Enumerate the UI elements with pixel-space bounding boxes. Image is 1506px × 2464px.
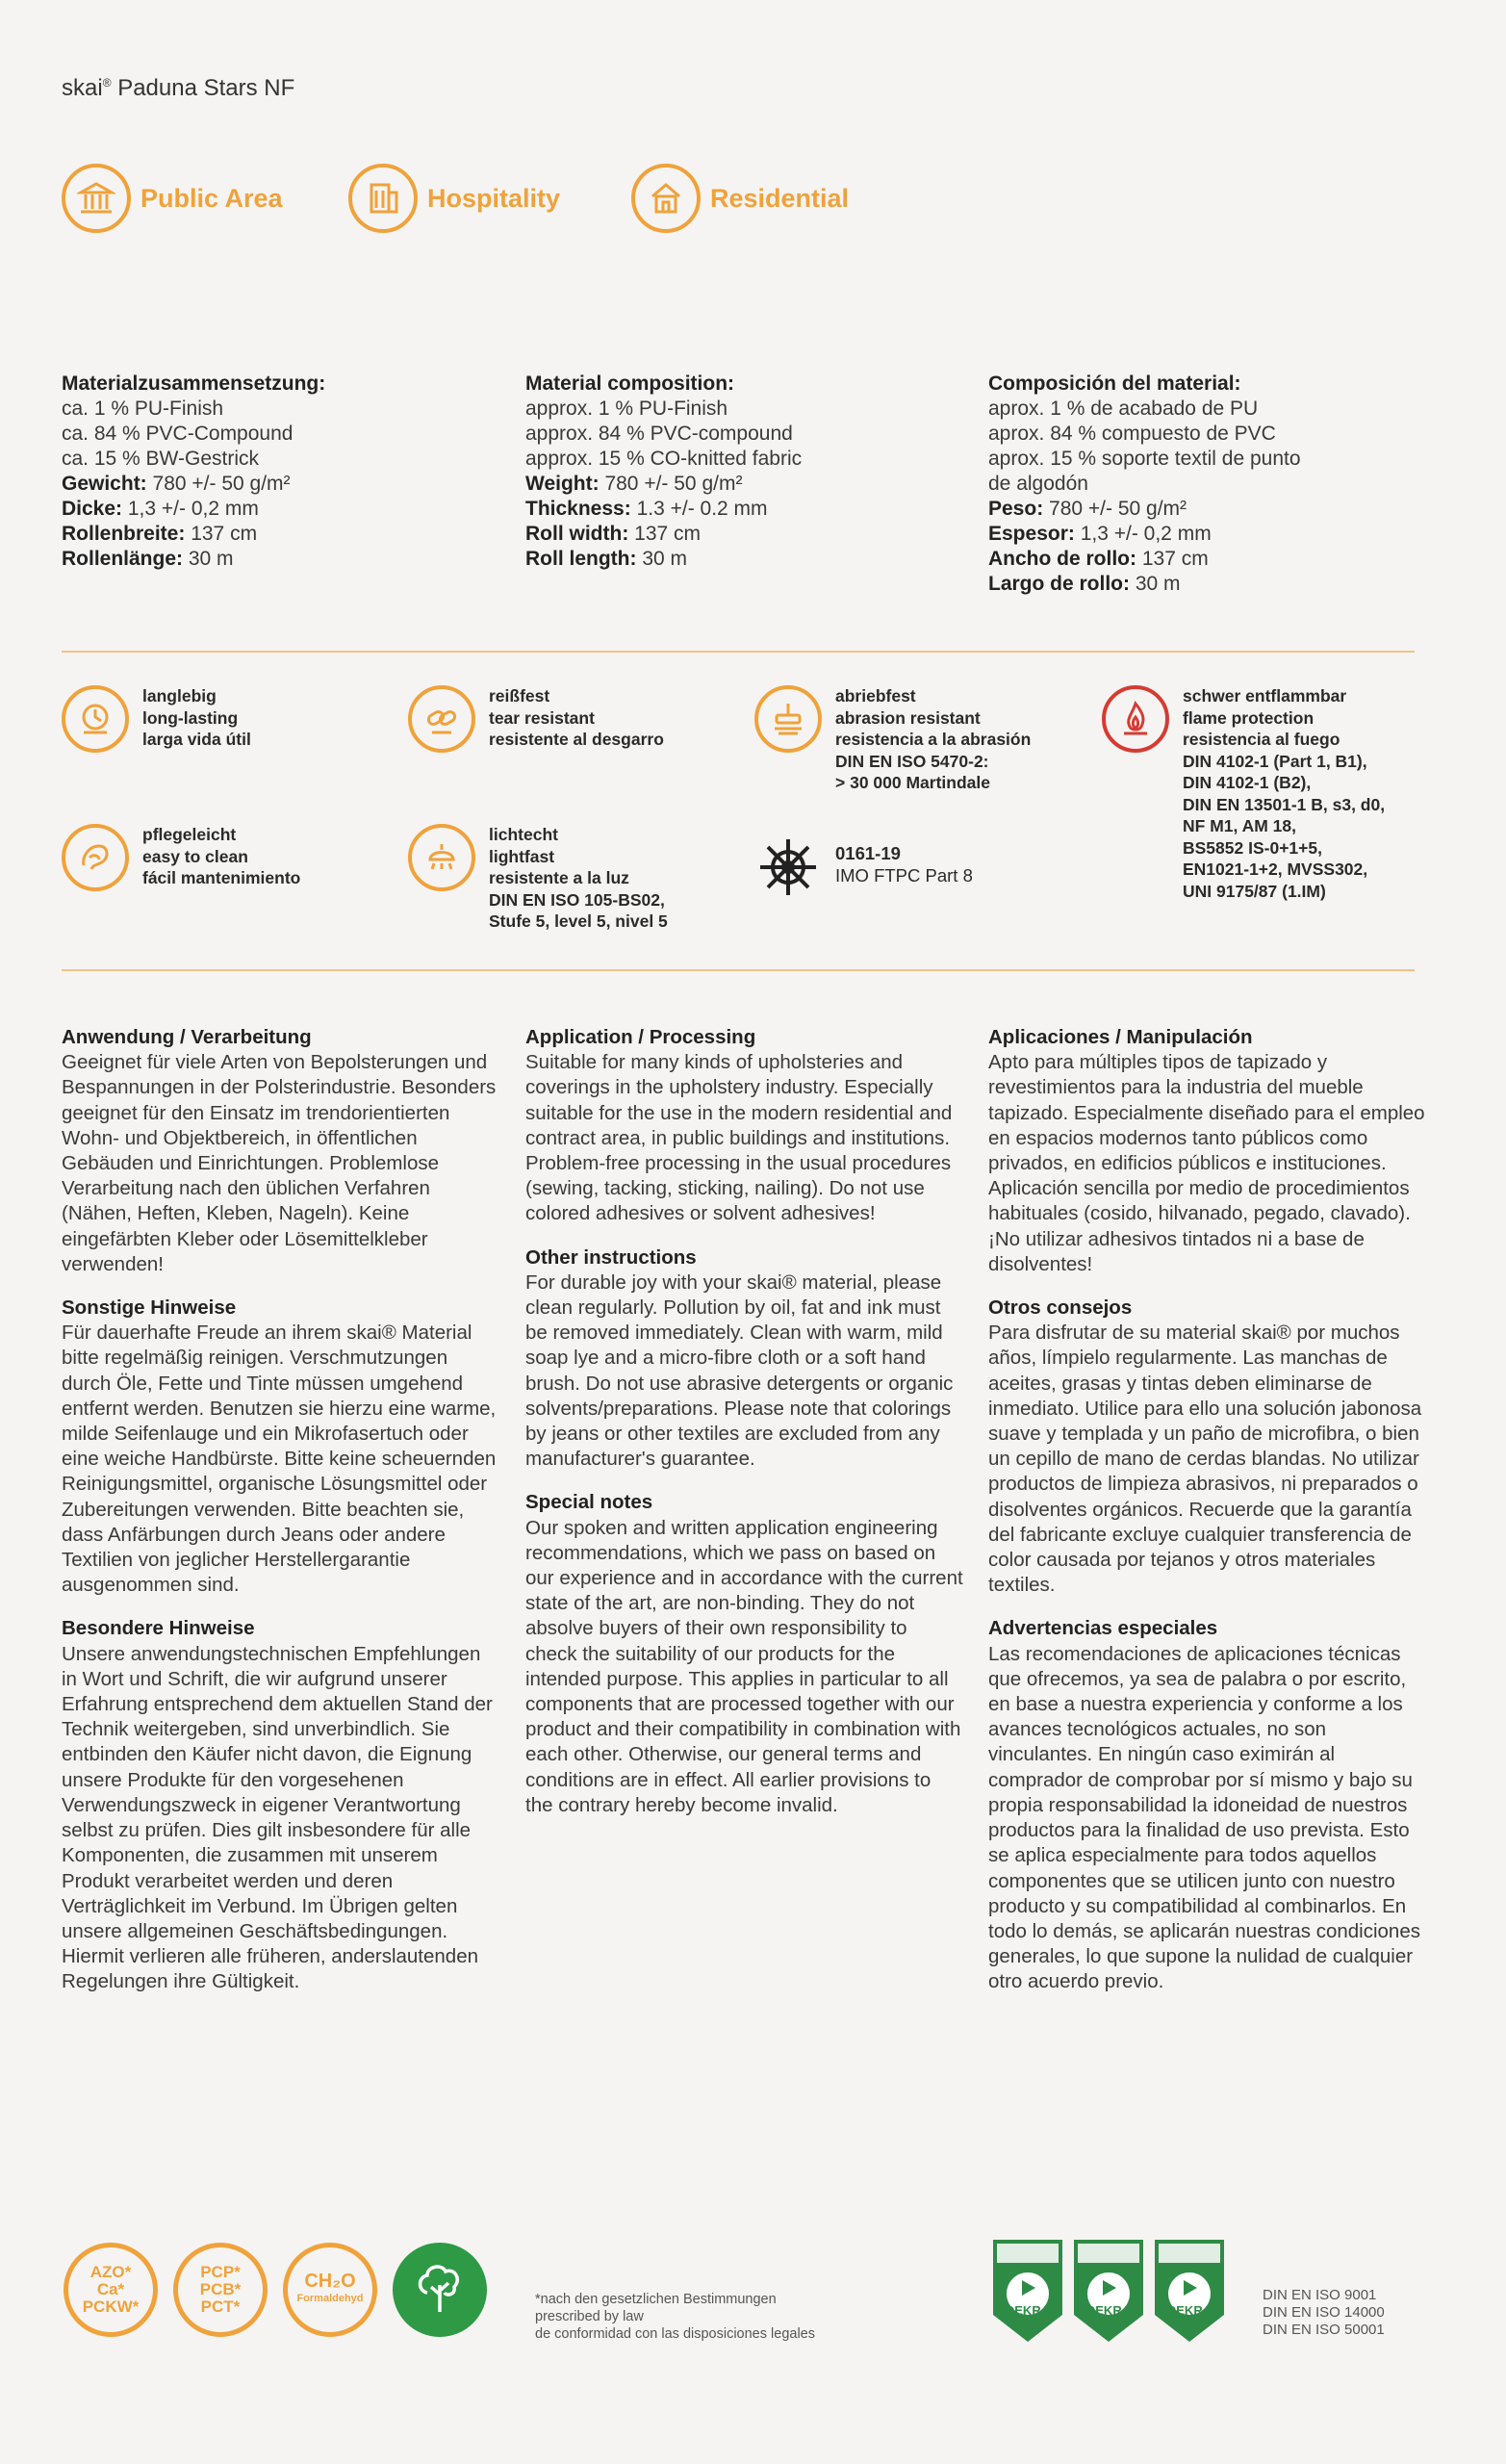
composition-line: ca. 15 % BW-Gestrick	[62, 448, 259, 470]
feature-text: 0161-19	[835, 843, 901, 863]
composition-heading: Composición del material:	[988, 372, 1241, 395]
feature-text: abriebfest	[835, 686, 916, 706]
formaldehyde-free-badge: CH₂O Formaldehyd	[283, 2243, 377, 2337]
section-text: Our spoken and written application engineering recommendations, which we pass on based on our experience and in accordance with the current state of the art, are non-binding. They do not absolve buyers of their own responsibility to check the suitability of our products for the intended purpose. This applies in particular to all components that are processed together with our product and their compatibility in combination with each other. Otherwise, our general terms and conditions are in effect. All earlier provisions to the contrary hereby become invalid.	[525, 1516, 963, 1816]
section-heading: Sonstige Hinweise	[62, 1296, 237, 1320]
composition-line: aprox. 1 % de acabado de PU	[988, 398, 1259, 420]
section-text: Apto para múltiples tipos de tapizado y revestimientos para la industria del mueble tapizado. Especialmente diseñado para el empleo en espacios modernos tanto públicos como privados, en edificios públicos e instituciones. Aplicación sencilla por medio de procedimientos habituales (cosido, hilvanado, pegado, clavado). ¡No utilizar adhesivos tintados ni a base de disolventes!	[988, 1051, 1425, 1275]
feature-text: easy to clean	[142, 846, 248, 866]
feature-abrasion	[754, 685, 1031, 794]
feature-text: > 30 000 Martindale	[835, 773, 990, 792]
house-icon	[631, 164, 701, 233]
feature-text: NF M1, AM 18,	[1183, 816, 1296, 835]
composition-heading: Material composition:	[525, 372, 735, 395]
property-thickness: Dicke: 1,3 +/- 0,2 mm	[62, 498, 259, 520]
building-columns-icon	[62, 164, 131, 233]
composition-en	[525, 372, 802, 572]
pcp-free-badge: PCP* PCB* PCT*	[173, 2243, 268, 2337]
property-thickness: Espesor: 1,3 +/- 0,2 mm	[988, 523, 1212, 545]
feature-text: UNI 9175/87 (1.IM)	[1183, 881, 1326, 901]
brand-name: skai	[62, 75, 103, 101]
section-text: Unsere anwendungstechnischen Empfehlungen in Wort und Schrift, die wir aufgrund unserer Erfahrung entsprechend dem aktuellen Stand der Technik weitergeben, sind unverbindlich. Sie entbinden den Käufer nicht davon, die Eignung unsere Produkte für den vorgesehenen Verwendungszweck in eigener Verantwortung selbst zu prüfen. Dies gilt insbesondere für alle Komponenten, die zusammen mit unserem Produkt verarbeitet werden und deren Verträglichkeit im Verbund. Im Übrigen gelten unsere allgemeinen Geschäftsbedingungen. Hiermit verlieren alle früheren, anderslautenden Regelungen ihre Gültigkeit.	[62, 1642, 493, 1993]
clock-icon	[62, 685, 129, 753]
market-label: Residential	[710, 183, 850, 213]
feature-text: resistencia a la abrasión	[835, 730, 1032, 749]
property-roll-length: Rollenlänge: 30 m	[62, 548, 234, 570]
chain-link-icon	[408, 685, 475, 753]
product-name: Paduna Stars NF	[117, 75, 295, 101]
property-roll-length: Roll length: 30 m	[525, 548, 688, 570]
feature-text: tear resistant	[489, 707, 595, 728]
section-heading: Otros consejos	[988, 1296, 1133, 1320]
body-column-es	[988, 1025, 1426, 2014]
feature-text: pflegeleicht	[142, 825, 237, 844]
composition-line: de algodón	[988, 473, 1088, 495]
feature-lightfast	[408, 824, 668, 933]
body-column-de	[62, 1025, 499, 2014]
section-heading: Special notes	[525, 1491, 653, 1514]
property-roll-width: Ancho de rollo: 137 cm	[988, 548, 1209, 570]
composition-line: aprox. 15 % soporte textil de punto	[988, 448, 1301, 470]
composition-heading: Materialzusammensetzung:	[62, 372, 326, 395]
feature-text: Stufe 5, level 5, nivel 5	[489, 911, 668, 931]
section-text: Geeignet für viele Arten von Bepolsterungen und Bespannungen in der Polsterindustrie. Besonders geeignet für den Einsatz im trendorientierten Wohn- und Objektbereich, in öffentlichen Gebäuden und Einrichtungen. Problemlose Verarbeitung nach den üblichen Verfahren (Nähen, Heften, Kleben, Nageln). Keine eingefärbten Kleber oder Lösemittelkleber verwenden!	[62, 1051, 497, 1275]
feature-text: DIN 4102-1 (Part 1, B1),	[1183, 751, 1367, 771]
divider	[62, 969, 1415, 971]
property-weight: Peso: 780 +/- 50 g/m²	[988, 498, 1187, 520]
market-label: Hospitality	[427, 183, 561, 213]
composition-line: aprox. 84 % compuesto de PVC	[988, 423, 1276, 445]
composition-de	[62, 372, 325, 572]
azo-free-badge: AZO* Ca* PCKW*	[64, 2243, 158, 2337]
property-weight: Weight: 780 +/- 50 g/m²	[525, 473, 743, 495]
feature-text: lightfast	[489, 846, 555, 866]
feature-tear	[408, 685, 664, 753]
composition-line: approx. 1 % PU-Finish	[525, 398, 728, 420]
body-column-en	[525, 1025, 963, 1836]
divider	[62, 651, 1415, 653]
iso-standards: DIN EN ISO 9001 DIN EN ISO 14000 DIN EN ISO 50001	[1263, 2287, 1385, 2338]
feature-text: larga vida útil	[142, 730, 251, 749]
property-weight: Gewicht: 780 +/- 50 g/m²	[62, 473, 291, 495]
composition-line: approx. 15 % CO-knitted fabric	[525, 448, 803, 470]
composition-line: approx. 84 % PVC-compound	[525, 423, 793, 445]
feature-flame	[1102, 685, 1385, 902]
market-label: Public Area	[140, 183, 283, 213]
feature-text: IMO FTPC Part 8	[835, 864, 973, 886]
feature-text: resistencia al fuego	[1183, 730, 1340, 749]
section-heading: Besondere Hinweise	[62, 1617, 255, 1640]
feature-text: DIN EN 13501-1 B, s3, d0,	[1183, 794, 1386, 814]
abrasion-brush-icon	[754, 685, 822, 753]
market-hospitality	[348, 164, 560, 233]
composition-line: ca. 84 % PVC-Compound	[62, 423, 294, 445]
registered-mark: ®	[102, 76, 112, 90]
dekra-certificate-badge: DEKRA	[1153, 2238, 1226, 2344]
market-residential	[631, 164, 849, 233]
section-text: Suitable for many kinds of upholsteries and coverings in the upholstery industry. Especially suitable for the use in the modern residential and contract area, in public buildings and institutions. Problem-free processing in the usual procedures (sewing, tacking, sticking, nailing). Do not use colored adhesives or solvent adhesives!	[525, 1051, 953, 1225]
feature-text: DIN EN ISO 105-BS02,	[489, 889, 665, 910]
product-title	[62, 75, 294, 102]
market-public-area	[62, 164, 283, 233]
feature-text: long-lasting	[142, 707, 239, 728]
section-heading: Advertencias especiales	[988, 1617, 1218, 1640]
ship-wheel-icon	[754, 834, 822, 901]
composition-line: ca. 1 % PU-Finish	[62, 398, 224, 420]
section-text: For durable joy with your skai® material, please clean regularly. Pollution by oil, fat and ink must be removed immediately. Clean with warm, mild soap lye and a micro-fibre cloth or a soft hand brush. Do not use abrasive detergents or organic solvents/preparations. Please note that colorings by jeans or other textiles are excluded from any manufacturer's guarantee.	[525, 1270, 954, 1471]
feature-text: fácil mantenimiento	[142, 868, 301, 887]
feature-text: abrasion resistant	[835, 707, 981, 728]
section-text: Für dauerhafte Freude an ihrem skai® Material bitte regelmäßig reinigen. Verschmutzungen durch Öle, Fette und Tinte müssen umgehend entfernt werden. Benutzen sie hierzu eine warme, milde Seifenlauge und ein Mikrofasertuch oder eine weiche Handbürste. Bitte keine scheuernden Reinigungsmittel, organische Lösungsmittel oder Zubereitungen verwenden. Bitte beachten sie, dass Anfärbungen durch Jeans oder andere Textilien von jeglicher Herstellergarantie ausgenommen sind.	[62, 1322, 497, 1597]
feature-text: DIN 4102-1 (B2),	[1183, 773, 1312, 792]
section-heading: Other instructions	[525, 1245, 697, 1269]
feature-text: DIN EN ISO 5470-2:	[835, 751, 989, 771]
composition-es	[988, 372, 1301, 597]
feature-easyclean	[62, 824, 300, 891]
property-thickness: Thickness: 1.3 +/- 0.2 mm	[525, 498, 768, 520]
section-heading: Anwendung / Verarbeitung	[62, 1026, 312, 1048]
feature-text: resistente al desgarro	[489, 730, 664, 749]
dekra-certificate-badge: DEKRA	[991, 2238, 1064, 2344]
section-text: Las recomendaciones de aplicaciones técnicas que ofrecemos, ya sea de palabra o por escrito, en base a nuestra experiencia y conforme a los avances tecnológicos actuales, no son vinculantes. En ningún caso eximirán al comprador de comprobar por sí mismo y bajo su propia responsabilidad la idoneidad de nuestros productos para la finalidad de uso prevista. Esto se aplica especialmente para todos aquellos componentes que se utilicen junto con nuestro producto y su compatibilidad al combinarlos. En todo lo demás, se aplicarán nuestras condiciones generales, lo que supone la nulidad de cualquier otro acuerdo previo.	[988, 1642, 1420, 1993]
section-text: Para disfrutar de su material skai® por muchos años, límpielo regularmente. Las manchas de aceites, grasas y tintas deben eliminarse de inmediato. Utilice para ello una solución jabonosa suave y templada y un paño de microfibra, o bien un cepillo de mano de cerdas blandas. No utilizar productos de limpieza abrasivos, ni preparados o disolventes orgánicos. Recuerde que la garantía del fabricante excluye cualquier transferencia de color causada por tejanos y otros materiales textiles.	[988, 1322, 1422, 1597]
property-roll-length: Largo de rollo: 30 m	[988, 573, 1181, 595]
flame-icon	[1102, 685, 1169, 753]
dekra-certificate-badge: DEKRA	[1072, 2238, 1145, 2344]
feature-text: EN1021-1+2, MVSS302,	[1183, 860, 1368, 879]
tree-eco-icon	[393, 2243, 487, 2337]
feature-text: resistente a la luz	[489, 868, 629, 887]
property-roll-width: Rollenbreite: 137 cm	[62, 523, 258, 545]
feature-text: flame protection	[1183, 707, 1315, 728]
feature-longlasting	[62, 685, 251, 753]
feature-text: langlebig	[142, 686, 217, 706]
cleaning-cloth-icon	[62, 824, 129, 891]
feature-text: lichtecht	[489, 825, 558, 844]
feature-text: BS5852 IS-0+1+5,	[1183, 837, 1322, 858]
feature-imo	[754, 834, 973, 901]
section-heading: Aplicaciones / Manipulación	[988, 1026, 1253, 1048]
feature-text: reißfest	[489, 686, 550, 706]
hotel-building-icon	[348, 164, 418, 233]
section-heading: Application / Processing	[525, 1026, 756, 1048]
lamp-icon	[408, 824, 475, 891]
property-roll-width: Roll width: 137 cm	[525, 523, 702, 545]
legal-footnote: *nach den gesetzlichen Bestimmungen prescribed by law de conformidad con las disposiciones legales	[535, 2292, 815, 2342]
feature-text: schwer entflammbar	[1183, 686, 1347, 706]
